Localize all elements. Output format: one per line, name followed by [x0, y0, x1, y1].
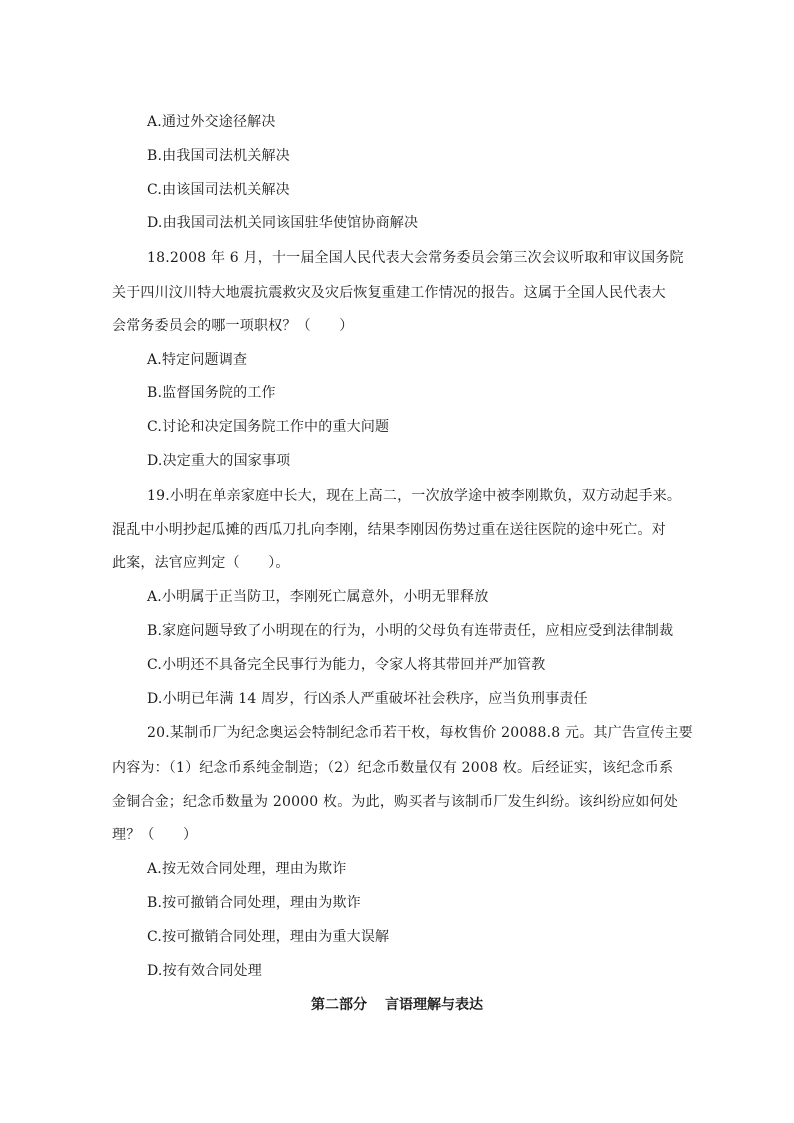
- q18-stem-line-2: 关于四川汶川特大地震抗震救灾及灾后恢复重建工作情况的报告。这属于全国人民代表大: [112, 285, 666, 301]
- q17-option-a: A.通过外交途径解决: [147, 114, 276, 130]
- q20-stem-line-3: 金铜合金；纪念币数量为 20000 枚。为此，购买者与该制币厂发生纠纷。该纠纷应如何处: [112, 794, 679, 810]
- q18-option-d: D.决定重大的国家事项: [147, 453, 291, 469]
- section-title: 言语理解与表达: [385, 997, 483, 1013]
- q20-option-a: A.按无效合同处理，理由为欺诈: [147, 861, 347, 877]
- q17-option-c: C.由该国司法机关解决: [147, 182, 290, 198]
- q20-stem-line-1: 20.某制币厂为纪念奥运会特制纪念币若干枚，每枚售价 20088.8 元。其广告宣传主要: [147, 725, 693, 741]
- q19-stem-line-1: 19.小明在单亲家庭中长大，现在上高二，一次放学途中被李刚欺负，双方动起手来。: [147, 488, 682, 504]
- q18-stem-line-1: 18.2008 年 6 月，十一届全国人民代表大会常务委员会第三次会议听取和审议国务院: [147, 250, 684, 266]
- section-part-label: 第二部分: [311, 997, 367, 1013]
- q17-option-b: B.由我国司法机关解决: [147, 148, 290, 164]
- q18-option-b: B.监督国务院的工作: [147, 385, 276, 401]
- q20-option-d: D.按有效合同处理: [147, 963, 262, 979]
- q20-option-c: C.按可撤销合同处理，理由为重大误解: [147, 929, 390, 945]
- q19-option-b: B.家庭问题导致了小明现在的行为，小明的父母负有连带责任，应相应受到法律制裁: [147, 623, 674, 639]
- q20-stem-line-4: 理？（ ）: [112, 827, 198, 843]
- q19-stem-line-2: 混乱中小明抄起瓜摊的西瓜刀扎向李刚，结果李刚因伤势过重在送往医院的途中死亡。对: [112, 522, 666, 538]
- q17-option-d: D.由我国司法机关同该国驻华使馆协商解决: [147, 215, 419, 231]
- q18-stem-line-3: 会常务委员会的哪一项职权？（ ）: [112, 318, 354, 334]
- q19-stem-line-3: 此案，法官应判定（ ）。: [112, 555, 290, 571]
- section-heading: [0, 995, 794, 1015]
- q19-option-c: C.小明还不具备完全民事行为能力，令家人将其带回并严加管教: [147, 657, 546, 673]
- q19-option-d: D.小明已年满 14 周岁，行凶杀人严重破坏社会秩序，应当负刑事责任: [147, 691, 588, 707]
- q20-stem-line-2: 内容为：（1）纪念币系纯金制造；（2）纪念币数量仅有 2008 枚。后经证实，该纪念币系: [112, 760, 674, 776]
- q18-option-c: C.讨论和决定国务院工作中的重大问题: [147, 419, 390, 435]
- q19-option-a: A.小明属于正当防卫，李刚死亡属意外，小明无罪释放: [147, 589, 489, 605]
- q20-option-b: B.按可撤销合同处理，理由为欺诈: [147, 895, 361, 911]
- q18-option-a: A.特定问题调查: [147, 352, 248, 368]
